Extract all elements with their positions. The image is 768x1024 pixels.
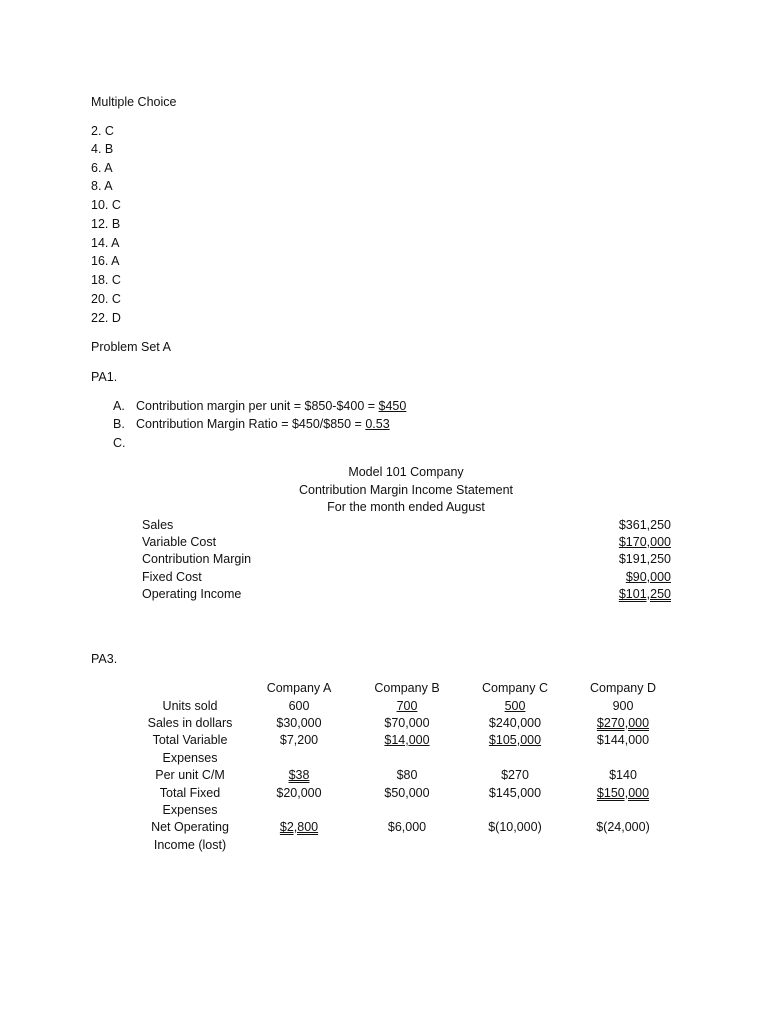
answer-item: 6. A: [91, 161, 113, 175]
column-header: Company D: [590, 681, 656, 695]
statement-period: For the month ended August: [327, 500, 485, 514]
item-answer: 0.53: [365, 417, 390, 431]
table-cell: $145,000: [488, 786, 542, 800]
answer-item: 4. B: [91, 142, 114, 156]
cell-value: $270,000: [596, 716, 650, 730]
table-cell: $80: [396, 768, 418, 782]
row-label: Sales in dollars: [147, 716, 233, 730]
cell-value: $105,000: [488, 733, 542, 747]
table-cell: $(24,000): [596, 820, 650, 834]
row-label-continued: Income (lost): [153, 838, 227, 852]
answer-item: 20. C: [91, 292, 121, 306]
table-cell: [462, 731, 568, 749]
section-heading-problem-set: Problem Set A: [91, 340, 171, 354]
answer-item: 18. C: [91, 273, 121, 287]
table-cell: 900: [612, 699, 634, 713]
row-label-continued: Expenses: [162, 803, 218, 817]
answer-item: 8. A: [91, 179, 113, 193]
statement-row-value: [571, 533, 671, 551]
answer-item: 22. D: [91, 311, 121, 325]
item-letter: A.: [113, 399, 125, 413]
statement-row-value: [571, 585, 671, 603]
statement-row-value-text: $101,250: [618, 587, 671, 601]
table-cell: $6,000: [387, 820, 427, 834]
table-cell: 600: [288, 699, 310, 713]
table-cell: $7,200: [279, 733, 319, 747]
statement-row-value: $191,250: [618, 552, 671, 566]
pa1-item-a: [113, 397, 406, 415]
section-heading-multiple-choice: Multiple Choice: [91, 95, 177, 109]
statement-row-value-text: $170,000: [618, 535, 671, 549]
statement-row-label: Sales: [142, 518, 174, 532]
answer-item: 2. C: [91, 124, 114, 138]
table-cell: [354, 731, 460, 749]
table-cell: [570, 714, 676, 732]
pa1-label: PA1.: [91, 370, 118, 384]
row-label: Total Variable: [152, 733, 228, 747]
table-cell: $20,000: [276, 786, 322, 800]
statement-row-label: Contribution Margin: [142, 552, 252, 566]
table-cell: [246, 818, 352, 836]
statement-row-label: Operating Income: [142, 587, 242, 601]
table-cell: $140: [609, 768, 637, 782]
item-text: Contribution margin per unit = $850-$400 =: [136, 399, 379, 413]
answer-item: 12. B: [91, 217, 121, 231]
table-cell: $30,000: [276, 716, 322, 730]
statement-row-label: Variable Cost: [142, 535, 217, 549]
cell-value: $14,000: [384, 733, 430, 747]
row-label: Per unit C/M: [155, 768, 225, 782]
statement-row-label: Fixed Cost: [142, 570, 202, 584]
table-cell: [462, 697, 568, 715]
cell-value: $2,800: [279, 820, 319, 834]
answer-item: 16. A: [91, 254, 120, 268]
item-letter: C.: [113, 436, 126, 450]
table-cell: $70,000: [384, 716, 430, 730]
statement-company: Model 101 Company: [348, 465, 464, 479]
row-label: Units sold: [162, 699, 218, 713]
cell-value: $38: [288, 768, 310, 782]
table-cell: $50,000: [384, 786, 430, 800]
row-label: Total Fixed: [159, 786, 221, 800]
item-letter: B.: [113, 417, 125, 431]
column-header: Company C: [482, 681, 548, 695]
row-label-continued: Expenses: [162, 751, 218, 765]
pa1-item-b: [113, 415, 390, 433]
statement-row-value-text: $90,000: [625, 570, 671, 584]
row-label: Net Operating: [151, 820, 229, 834]
cell-value: $150,000: [596, 786, 650, 800]
statement-row-value: $361,250: [618, 518, 671, 532]
answer-item: 14. A: [91, 236, 120, 250]
answer-item: 10. C: [91, 198, 121, 212]
pa1-item-c: [113, 434, 126, 452]
table-cell: $240,000: [488, 716, 542, 730]
table-cell: [354, 697, 460, 715]
statement-title: Contribution Margin Income Statement: [299, 483, 513, 497]
statement-row-value: [571, 568, 671, 586]
column-header: Company B: [374, 681, 440, 695]
table-cell: [570, 784, 676, 802]
pa3-label: PA3.: [91, 652, 118, 666]
table-cell: $(10,000): [488, 820, 542, 834]
table-cell: [246, 766, 352, 784]
cell-value: 700: [396, 699, 418, 713]
item-answer: $450: [378, 399, 407, 413]
table-cell: $270: [501, 768, 529, 782]
column-header: Company A: [266, 681, 332, 695]
cell-value: 500: [504, 699, 526, 713]
table-cell: $144,000: [596, 733, 650, 747]
item-text: Contribution Margin Ratio = $450/$850 =: [136, 417, 366, 431]
